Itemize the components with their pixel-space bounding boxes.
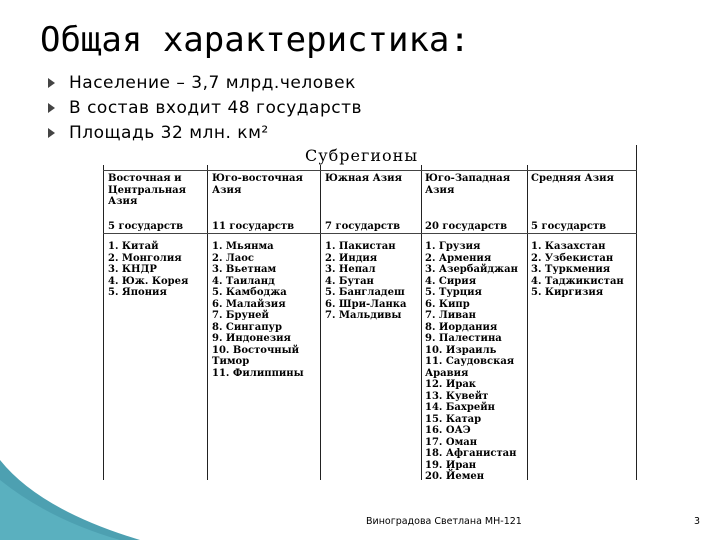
list-item: 2. Индия bbox=[325, 252, 378, 264]
list-item: 7. Ливан bbox=[425, 310, 476, 321]
list-item: 2. Армения bbox=[425, 252, 492, 264]
column-header: Восточная и Центральная Азия bbox=[108, 173, 187, 207]
list-item: 2. Узбекистан bbox=[531, 252, 614, 264]
list-item: 1. Китай bbox=[108, 241, 159, 252]
list-item: 4. Бутан bbox=[325, 275, 374, 287]
bullet-text: Население – 3,7 млрд.человек bbox=[69, 72, 356, 93]
bullet-arrow-icon bbox=[48, 103, 55, 113]
list-item: 9. Палестина bbox=[425, 333, 502, 344]
slide-title: Общая характеристика: bbox=[40, 20, 470, 60]
column-count: 20 государств bbox=[425, 221, 508, 232]
list-item: 11. Филиппины bbox=[212, 367, 304, 379]
list-item: 7. Бруней bbox=[212, 310, 269, 321]
list-item: 1. Грузия bbox=[425, 241, 481, 252]
list-item: 6. Малайзия bbox=[212, 298, 286, 310]
table-column bbox=[108, 173, 204, 298]
list-item: 15. Катар bbox=[425, 413, 482, 425]
footer-author: Виноградова Светлана МН-121 bbox=[366, 516, 522, 527]
list-item: 19. Иран bbox=[425, 459, 477, 471]
table-title: Субрегионы bbox=[305, 146, 419, 165]
list-item: 14. Бахрейн bbox=[425, 402, 495, 413]
table-divider bbox=[320, 165, 321, 480]
list-item: 2. Монголия bbox=[108, 252, 182, 264]
list-item: 3. Туркмения bbox=[531, 264, 611, 275]
list-item: 3. КНДР bbox=[108, 264, 157, 275]
table-divider bbox=[103, 165, 104, 480]
list-item: 7. Мальдивы bbox=[325, 310, 402, 321]
list-item: 6. Шри-Ланка bbox=[325, 298, 407, 310]
list-item: 5. Киргизия bbox=[531, 287, 604, 298]
column-count: 5 государств bbox=[108, 221, 184, 232]
list-item: 5. Турция bbox=[425, 287, 482, 298]
table-divider bbox=[421, 165, 422, 480]
bullet-item bbox=[48, 70, 362, 95]
list-item: 1. Мьянма bbox=[212, 241, 274, 252]
table-rule bbox=[103, 233, 637, 234]
table-divider bbox=[636, 145, 637, 480]
list-item: 3. Вьетнам bbox=[212, 264, 277, 275]
list-item: 20. Йемен bbox=[425, 471, 485, 482]
list-item: 2. Лаос bbox=[212, 252, 255, 264]
bullet-text: Площадь 32 млн. км² bbox=[69, 122, 269, 143]
column-count: 11 государств bbox=[212, 221, 295, 232]
list-item: 4. Таджикистан bbox=[531, 275, 624, 287]
column-header: Средняя Азия bbox=[531, 173, 614, 184]
bullet-list bbox=[48, 70, 362, 145]
list-item: 4. Таиланд bbox=[212, 275, 275, 287]
table-divider bbox=[207, 165, 208, 480]
list-item: 12. Ирак bbox=[425, 379, 477, 390]
bullet-item bbox=[48, 95, 362, 120]
list-item: 1. Казахстан bbox=[531, 241, 606, 252]
list-item: Тимор bbox=[212, 356, 250, 367]
list-item: 8. Иордания bbox=[425, 321, 498, 333]
column-count: 7 государств bbox=[325, 221, 401, 232]
list-item: 1. Пакистан bbox=[325, 241, 396, 252]
list-item: Аравия bbox=[425, 367, 469, 379]
list-item: 4. Юж. Корея bbox=[108, 275, 189, 287]
subregions-table bbox=[103, 145, 637, 480]
list-item: 18. Афганистан bbox=[425, 448, 517, 459]
list-item: 10. Восточный bbox=[212, 344, 300, 356]
bullet-text: В состав входит 48 государств bbox=[69, 97, 362, 118]
table-divider bbox=[527, 165, 528, 480]
column-count: 5 государств bbox=[531, 221, 607, 232]
table-column bbox=[212, 173, 317, 379]
list-item: 13. Кувейт bbox=[425, 390, 489, 402]
list-item: 11. Саудовская bbox=[425, 356, 515, 367]
column-header: Юго-восточная Азия bbox=[212, 173, 303, 196]
bullet-arrow-icon bbox=[48, 128, 55, 138]
list-item: 4. Сирия bbox=[425, 275, 477, 287]
list-item: 10. Израиль bbox=[425, 344, 497, 356]
page-number: 3 bbox=[694, 516, 701, 527]
list-item: 17. Оман bbox=[425, 436, 478, 448]
list-item: 6. Кипр bbox=[425, 298, 470, 310]
list-item: 5. Камбоджа bbox=[212, 287, 287, 298]
bullet-arrow-icon bbox=[48, 78, 55, 88]
list-item: 3. Азербайджан bbox=[425, 264, 518, 275]
table-column bbox=[325, 173, 419, 321]
list-item: 16. ОАЭ bbox=[425, 425, 471, 436]
column-header: Южная Азия bbox=[325, 173, 402, 184]
column-header: Юго-Западная Азия bbox=[425, 173, 511, 196]
list-item: 3. Непал bbox=[325, 264, 376, 275]
list-item: 9. Индонезия bbox=[212, 333, 291, 344]
table-column bbox=[425, 173, 525, 482]
table-rule bbox=[103, 170, 637, 171]
list-item: 5. Япония bbox=[108, 287, 167, 298]
bullet-item bbox=[48, 120, 362, 145]
list-item: 8. Сингапур bbox=[212, 321, 282, 333]
list-item: 5. Бангладеш bbox=[325, 287, 405, 298]
table-column bbox=[531, 173, 635, 298]
